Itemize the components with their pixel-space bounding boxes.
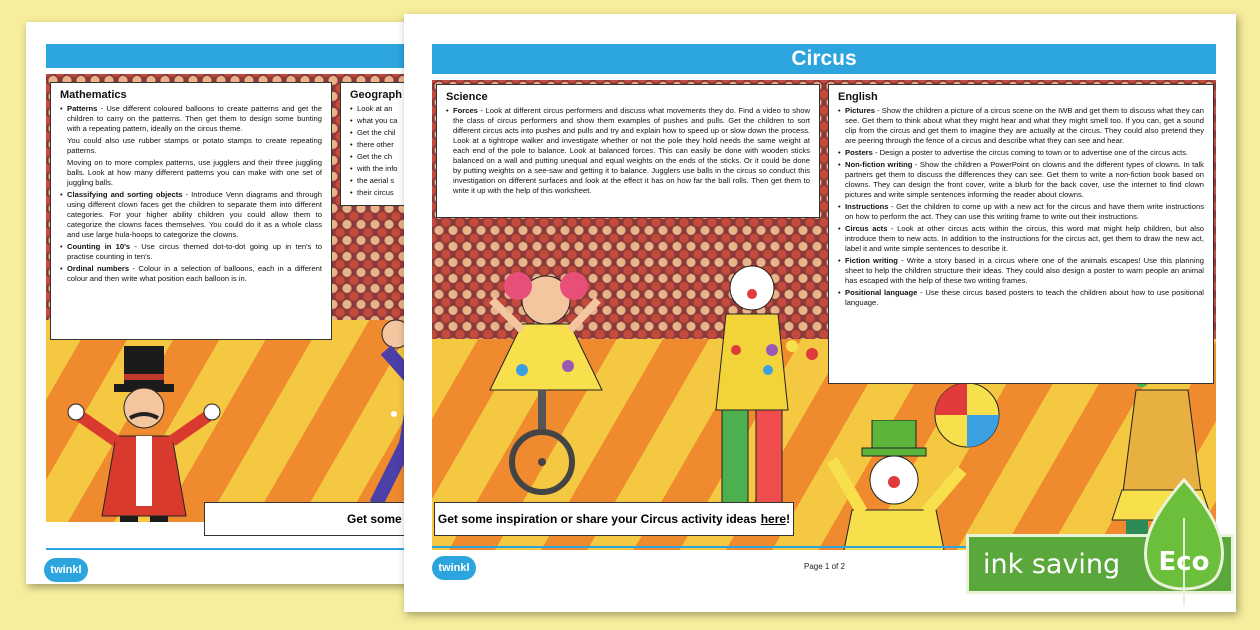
item-label: Classifying and sorting objects xyxy=(67,190,183,200)
ink-saving-label: ink saving xyxy=(983,548,1121,580)
geography-heading: Geograph xyxy=(350,89,402,101)
item-label: Patterns xyxy=(67,104,98,113)
english-box xyxy=(828,84,1214,384)
item-text: - Show the children a picture of a circus scene on the IWB and get them to discuss what they can see. Get them to think about what they might hear and what they might smell too. If you can, get a sound clip from the circus and get them to imagine they are actually at the circus. They could also pretend they are peering through the fence of a circus and describe what they can see and hear. xyxy=(845,106,1204,146)
list-item xyxy=(446,106,810,196)
item-label: Forces xyxy=(453,106,478,115)
list-item xyxy=(838,224,1204,254)
mathematics-heading: Mathematics xyxy=(60,89,127,101)
list-item: • with the info xyxy=(350,164,410,174)
item-text: - Use different coloured balloons to create patterns and get the children to carry on the patterns. Then get them to design some bunting with a repeating pattern, ideally on the circus theme. xyxy=(67,104,322,134)
list-item xyxy=(838,160,1204,200)
page-number: Page 1 of 2 xyxy=(804,562,845,571)
cta-box xyxy=(434,502,794,536)
geography-list xyxy=(350,104,410,198)
item-label: Instructions xyxy=(845,202,889,212)
back-title-bar xyxy=(46,44,416,68)
item-label: Fiction writing xyxy=(845,256,898,266)
unicycle-performer-illustration xyxy=(472,240,622,500)
item-text: - Use circus themed dot-to-dot going up in ten's to practise counting in ten's. xyxy=(67,242,322,262)
item-text: - Look at other circus acts within the circus, this word mat might help children, but also introduce them to new acts. In addition to the instructions for the circus act, get them to draw the new act, label it and write simple sentences to describe it. xyxy=(845,224,1204,254)
eco-leaf-icon xyxy=(1138,478,1230,608)
item-label: Counting in 10's xyxy=(67,242,131,252)
item-label: Pictures xyxy=(845,106,875,115)
list-item: • Look at an xyxy=(350,104,410,114)
science-list xyxy=(446,106,810,196)
juggling-balls-illustration xyxy=(762,340,822,410)
cta-link[interactable]: here xyxy=(760,512,787,526)
page-title: Circus xyxy=(432,44,1216,74)
list-item xyxy=(60,190,322,240)
item-label: Posters xyxy=(845,148,873,158)
twinkl-logo: twinkl xyxy=(44,558,88,582)
list-item xyxy=(838,106,1204,146)
item-label: Ordinal numbers xyxy=(67,264,130,274)
item-text: - Introduce Venn diagrams and through using different clown faces get the children to separate them into different categories. For your higher ability children you could allow them to categorize the clowns faces themselves. You could do it as a whole class and use large hula-hoops to categorize the clowns. xyxy=(67,190,322,240)
back-cta-text: Get some xyxy=(347,512,402,526)
list-item: • their circus xyxy=(350,188,410,198)
list-item: • there other xyxy=(350,140,410,150)
mathematics-list-2 xyxy=(60,190,322,284)
back-cta-box xyxy=(204,502,416,536)
list-item xyxy=(60,242,322,262)
list-item xyxy=(838,148,1204,158)
list-item xyxy=(60,264,322,284)
cta-text: Get some inspiration or share your Circus activity ideas xyxy=(437,512,757,526)
item-text: - Use these circus based posters to teach the children about how to use positional language. xyxy=(845,288,1204,308)
mathematics-list xyxy=(60,104,322,134)
list-item: You could also use rubber stamps or potato stamps to create repeating patterns. xyxy=(67,136,322,156)
science-heading: Science xyxy=(446,91,488,103)
item-text: - Show the children a PowerPoint on clowns and the different types of clowns. In talk partners get them to discuss the differences they can see. Get them to write a non-fiction book based on clowns. They can design the front cover, write a blurb for the back cover, use the internet to find clown pictures and write simple sentences informing the reader about clowns. xyxy=(845,160,1204,200)
item-text: - Colour in a selection of balloons, each in a different colour and then write what position each balloon is in. xyxy=(67,264,322,284)
list-item: • Get the ch xyxy=(350,152,410,162)
footer-divider xyxy=(46,548,416,550)
list-item xyxy=(838,202,1204,222)
item-label: Non-fiction writing xyxy=(845,160,913,170)
item-text: - Get the children to come up with a new act for the circus and have them write instructions on how to perform the act. They can use this writing frame to write out their instructions. xyxy=(845,202,1204,222)
list-item xyxy=(838,256,1204,286)
list-item: • Get the chil xyxy=(350,128,410,138)
english-list xyxy=(838,106,1204,308)
eco-label: Eco xyxy=(1158,547,1210,577)
item-text: - Design a poster to advertise the circus coming to town or to advertise one of the circus acts. xyxy=(872,148,1189,158)
mathematics-box xyxy=(50,82,332,340)
item-label: Positional language xyxy=(845,288,918,298)
list-item: • what you ca xyxy=(350,116,410,126)
beach-ball-illustration xyxy=(932,380,1002,450)
front-page xyxy=(404,14,1236,612)
list-item: • the aerial s xyxy=(350,176,410,186)
cta-end: ! xyxy=(786,512,791,526)
item-label: Circus acts xyxy=(845,224,888,234)
item-text: - Look at different circus performers and discuss what movements they do. Find a video to show the class of circus performers and show them examples of pushes and pulls. Get the children to sort different circus acts into pushes and pulls and try and explain how to speed up or slow down the process. Look at a tightrope walker and investigate whether or not the pole they hold needs the same weight at each end of the pole to balance. Look at balanced forces. This can easily be done with wooden sticks balanced on a wall and putting unequal and equal weights on the ends of the sticks. Or it could be done by putting weights on a see-saw and getting it to balance. Jugglers use balls in the circus so conduct this investigation on different surfaces and look at the effect it has on how far the ball rolls. Then get them to write it up with the help of this worksheet. xyxy=(453,106,810,196)
twinkl-logo: twinkl xyxy=(432,556,476,580)
list-item xyxy=(838,288,1204,308)
item-text: - Write a story based in a circus where one of the animals escapes! Use this planning sheet to help the children structure their ideas. They could also design a poster to warn people an animal has escaped with the help of these two writing frames. xyxy=(845,256,1204,286)
back-page xyxy=(26,22,416,584)
ringmaster-illustration xyxy=(66,346,226,522)
english-heading: English xyxy=(838,91,878,103)
science-box xyxy=(436,84,820,218)
list-item xyxy=(60,104,322,134)
list-item: Moving on to more complex patterns, use jugglers and their three juggling balls. Look at how many different patterns you can make with one set of juggling balls. xyxy=(67,158,322,188)
